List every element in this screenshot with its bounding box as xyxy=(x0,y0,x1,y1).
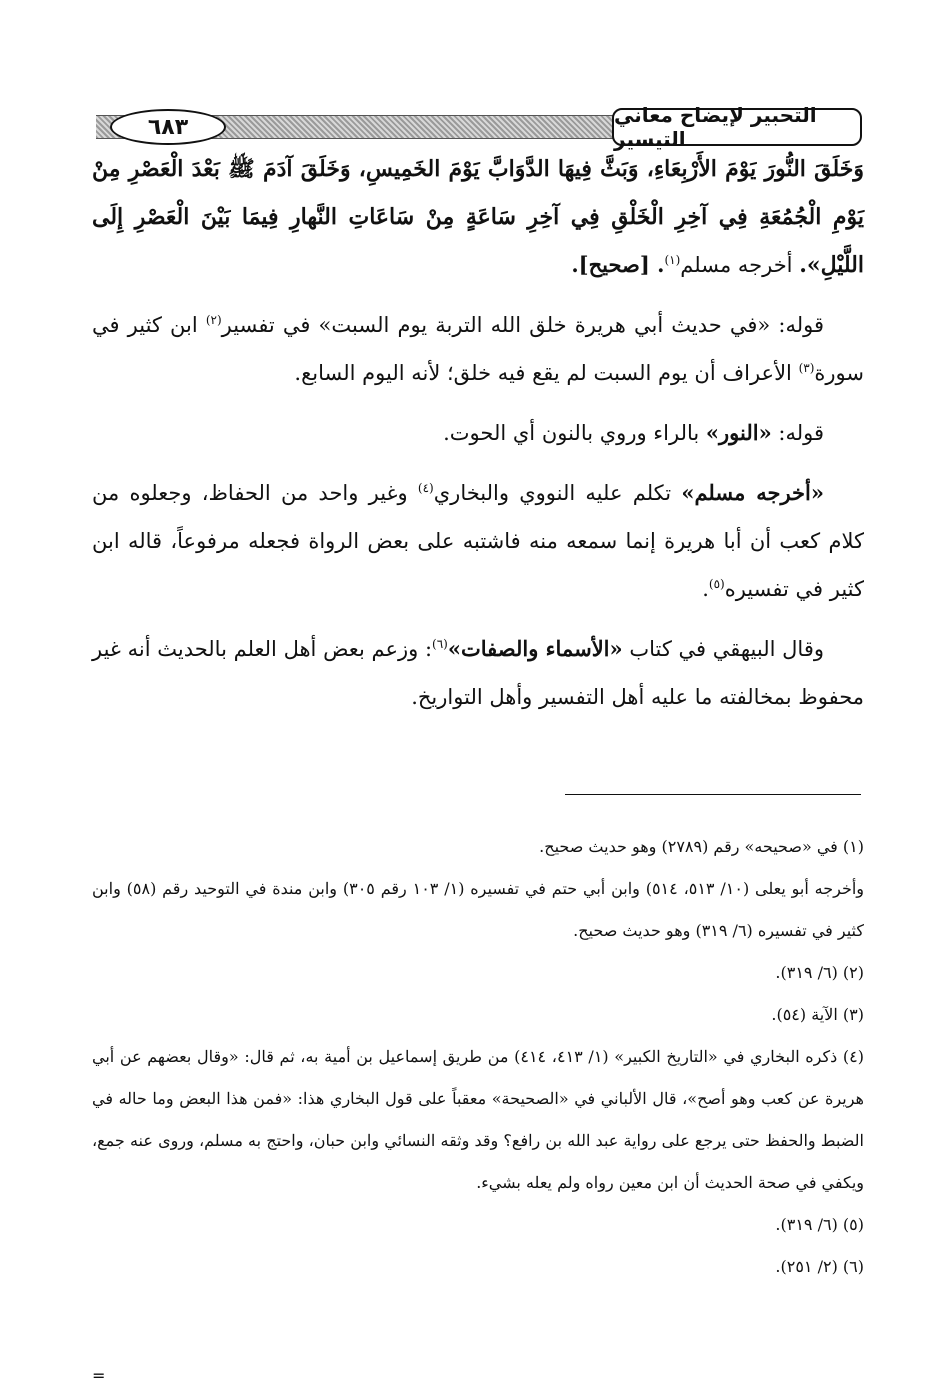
book-title: التحبير لإيضاح معاني التيسير xyxy=(612,108,862,146)
footnote-ref-2[interactable]: (٢) xyxy=(205,313,222,327)
running-header xyxy=(96,103,862,151)
footnote-2: (٢) (٦/ ٣١٩). xyxy=(775,963,864,982)
footnotes xyxy=(92,826,864,1288)
footnote-3: (٣) الآية (٥٤). xyxy=(771,1005,864,1024)
commentary-text: بالراء وروي بالنون أي الحوت. xyxy=(443,421,706,445)
footnote-1-continuation: وأخرجه أبو يعلى (١٠/ ٥١٣، ٥١٤) وابن أبي حتم في تفسيره (١/ ١٠٣ رقم ٣٠٥) وابن مندة في التوحيد رقم (٥٨) وابن كثير في تفسيره (٦/ ٣١٩) وهو حديث صحيح. xyxy=(92,879,865,940)
footnote-ref-4[interactable]: (٤) xyxy=(417,481,434,495)
footnote-1: (١) في «صحيحه» رقم (٢٧٨٩) وهو حديث صحيح. xyxy=(539,837,864,856)
main-text xyxy=(92,145,864,733)
commentary-text: وغير واحد من الحفاظ، وجعلوه من كلام كعب أن أبا هريرة إنما سمعه منه فاشتبه على بعض الرواة فجعله مرفوعاً، قاله ابن كثير في تفسيره xyxy=(92,481,864,601)
quoted-term: «أخرجه مسلم» xyxy=(681,480,824,505)
paragraph-commentary-4 xyxy=(92,625,864,721)
book-reference: «الأسماء والصفات» xyxy=(447,636,623,661)
commentary-text: قوله: xyxy=(771,421,824,445)
hadith-text: وَخَلَقَ النُّورَ يَوْمَ الأَرْبِعَاءِ، وَبَثَّ فِيهَا الدَّوَابَّ يَوْمَ الخَمِيسِ، وَخَلَقَ آدَمَ ﷺ بَعْدَ الْعَصْرِ مِنْ يَوْمِ الْجُمُعَةِ فِي آخِرِ الْخَلْقِ فِي آخِرِ سَاعَةٍ مِنْ سَاعَاتِ النَّهارِ فِيمَا بَيْنَ الْعَصْرِ إِلَى اللَّيْلِ». xyxy=(92,156,864,278)
footnote-ref-5[interactable]: (٥) xyxy=(708,577,725,591)
footnote-5: (٥) (٦/ ٣١٩). xyxy=(775,1215,864,1234)
footnote-4: (٤) ذكره البخاري في «التاريخ الكبير» (١/ ٤١٣، ٤١٤) من طريق إسماعيل بن أمية به، ثم قال: «وقال بعضهم عن أبي هريرة عن كعب وهو أصح»، قال الألباني في «الصحيحة» معقباً على قول البخاري هذا: «فمن هذا البعض وما حاله في الضبط والحفظ حتى يرجع على رواية عبد الله بن رافع؟ وقد وثقه النسائي وابن حبان، واحتج به مسلم، وروى عنه جمع، ويكفي في صحة الحديث أن ابن معين رواه ولم يعله بشيء. xyxy=(92,1047,864,1192)
footnote-ref-6[interactable]: (٦) xyxy=(432,637,448,651)
paragraph-commentary-3 xyxy=(92,469,864,613)
commentary-text: ابن كثير في سورة xyxy=(92,313,864,385)
hadith-source: أخرجه مسلم xyxy=(680,253,800,277)
paragraph-commentary-2 xyxy=(92,409,864,457)
paragraph-commentary-1 xyxy=(92,301,864,397)
commentary-text: : وزعم بعض أهل العلم بالحديث أنه غير محفوظ بمخالفته ما عليه أهل التفسير وأهل التواريخ. xyxy=(92,637,864,709)
quoted-term: «النور» xyxy=(705,420,772,445)
continuation-mark: = xyxy=(92,1366,106,1385)
commentary-text: قوله: «في حديث أبي هريرة خلق الله التربة يوم السبت» في تفسير xyxy=(221,313,824,337)
footnote-ref-3[interactable]: (٣) xyxy=(798,361,815,375)
commentary-text: الأعراف أن يوم السبت لم يقع فيه خلق؛ لأنه اليوم السابع. xyxy=(294,361,799,385)
footnote-6: (٦) (٢/ ٢٥١). xyxy=(775,1257,864,1276)
footnote-separator xyxy=(565,794,861,795)
commentary-text: تكلم عليه النووي والبخاري xyxy=(433,481,682,505)
paragraph-hadith xyxy=(92,145,864,289)
commentary-text: وقال البيهقي في كتاب xyxy=(622,637,824,661)
commentary-text: . xyxy=(702,577,709,601)
page-number: ٦٨٣ xyxy=(110,109,226,145)
footnote-ref-1[interactable]: (١) xyxy=(664,253,681,267)
hadith-grade: . [صحيح]. xyxy=(571,252,665,277)
